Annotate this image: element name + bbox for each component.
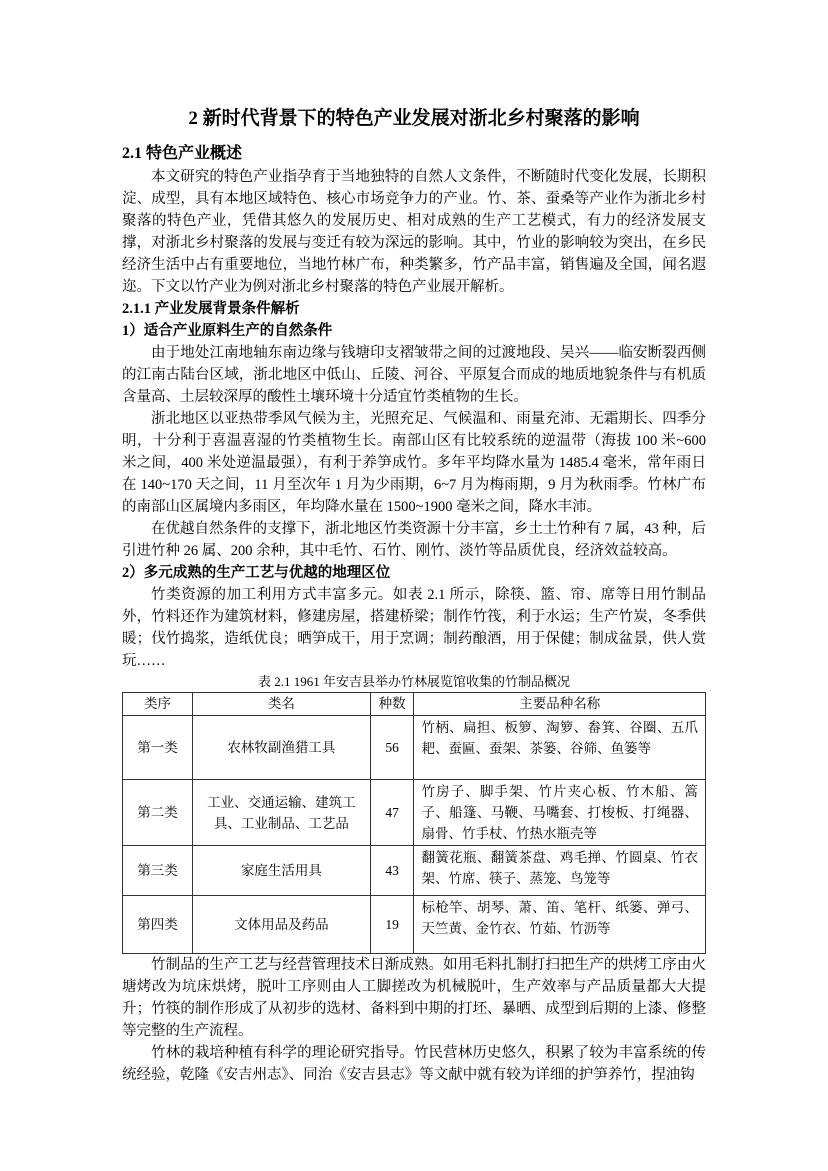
cell-category-name: 文体用品及药品: [192, 896, 370, 954]
cell-category-name: 家庭生活用具: [192, 846, 370, 896]
header-species-count: 种数: [370, 693, 414, 716]
table-header-row: [123, 693, 706, 716]
cell-category-name: 工业、交通运输、建筑工具、工业制品、工艺品: [192, 780, 370, 846]
table-row: [123, 780, 706, 846]
cell-main-varieties: 翻簧花瓶、翻簧茶盘、鸡毛掸、竹圆桌、竹衣架、竹席、筷子、蒸笼、鸟笼等: [414, 846, 706, 896]
header-category-order: 类序: [123, 693, 193, 716]
section-heading-2-1: 2.1 特色产业概述: [122, 145, 243, 162]
header-category-name: 类名: [192, 693, 370, 716]
paragraph-cultivation-tradition: 竹林的栽培种植有科学的理论研究指导。竹民营林历史悠久，积累了较为丰富系统的传统经验，乾隆《安吉州志》、同治《安吉县志》等文献中就有较为详细的护笋养竹，捏油钩: [122, 1045, 706, 1083]
paragraph-overview: 本文研究的特色产业指孕育于当地独特的自然人文条件，不断随时代变化发展，长期积淀、成型，具有本地区域特色、核心市场竞争力的产业。竹、茶、蚕桑等产业作为浙北乡村聚落的特色产业，凭借其悠久的发展历史、相对成熟的生产工艺模式，有力的经济发展支撑，对浙北乡村聚落的发展与变迁有较为深远的影响。其中，竹业的影响较为突出，在乡民经济生活中占有重要地位，当地竹林广布，种类繁多，竹产品丰富，销售遍及全国，闻名遐迩。下文以竹产业为例对浙北乡村聚落的特色产业展开解析。: [122, 169, 706, 295]
paragraph-craft-maturity: 竹制品的生产工艺与经营管理技术日渐成熟。如用毛料扎制打扫把生产的烘烤工序由火塘烤改为坑床烘烤，脱叶工序则由人工脚搓改为机械脱叶，生产效率与产品质量都大大提升；竹筷的制作形成了从初步的选材、备料到中期的打坯、暴晒、成型到后期的上漆、修整等完整的生产流程。: [122, 957, 706, 1039]
cell-category-order: 第四类: [123, 896, 193, 954]
cell-main-varieties: 标枪竿、胡琴、萧、笛、笔杆、纸篓、弹弓、天竺黄、金竹衣、竹茹、竹沥等: [414, 896, 706, 954]
cell-category-order: 第三类: [123, 846, 193, 896]
cell-category-name: 农林牧副渔猎工具: [192, 716, 370, 780]
cell-species-count: 56: [370, 716, 414, 780]
paragraph-climate: 浙北地区以亚热带季风气候为主，光照充足、气候温和、雨量充沛、无霜期长、四季分明，十分利于喜温喜湿的竹类植物生长。南部山区有比较系统的逆温带（海拔 100 米~600 米之间，400 米处逆温最强），有利于养笋成竹。多年平均降水量为 1485.4 毫米，常年雨日在 140~170 天之间，11 月至次年 1 月为少雨期，6~7 月为梅雨期，9 月为秋雨季。竹林广布的南部山区属境内多雨区，年均降水量在 1500~1900 毫米之间，降水丰沛。: [122, 411, 706, 515]
header-main-varieties: 主要品种名称: [414, 693, 706, 716]
paragraph-geology: 由于地处江南地轴东南边缘与钱塘印支褶皱带之间的过渡地段、吴兴——临安断裂西侧的江南古陆台区域，浙北地区中低山、丘陵、河谷、平原复合而成的地质地貌条件与有机质含量高、土层较深厚的酸性土壤环境十分适宜竹类植物的生长。: [122, 345, 706, 405]
table-row: [123, 716, 706, 780]
document-content: [122, 0, 706, 1086]
table-row: [123, 846, 706, 896]
paragraph-bamboo-resources: 在优越自然条件的支撑下，浙北地区竹类资源十分丰富，乡土土竹种有 7 属，43 种，后引进竹种 26 属、200 余种，其中毛竹、石竹、刚竹、淡竹等品质优良，经济效益较高。: [122, 521, 706, 559]
cell-species-count: 43: [370, 846, 414, 896]
cell-category-order: 第一类: [123, 716, 193, 780]
cell-main-varieties: 竹房子、脚手架、竹片夹心板、竹木船、篙子、船篷、马鞭、马嘴套、打梭板、打绳器、扇骨、竹手杖、竹热水瓶壳等: [414, 780, 706, 846]
table-row: [123, 896, 706, 954]
cell-species-count: 19: [370, 896, 414, 954]
section-heading-2-1-1: 2.1.1 产业发展背景条件解析: [122, 301, 300, 317]
cell-species-count: 47: [370, 780, 414, 846]
heading-craft-and-location: 2）多元成熟的生产工艺与优越的地理区位: [122, 565, 391, 581]
cell-category-order: 第二类: [123, 780, 193, 846]
paragraph-processing-uses: 竹类资源的加工利用方式丰富多元。如表 2.1 所示，除筷、篮、帘、席等日用竹制品外，竹料还作为建筑材料，修建房屋，搭建桥梁；制作竹筏，利于水运；生产竹炭，冬季供暖；伐竹捣浆，造纸优良；晒笋成干，用于烹调；制药酿酒，用于保健；制成盆景，供人赏玩……: [122, 587, 706, 669]
table-caption: 表 2.1 1961 年安吉县举办竹林展览馆收集的竹制品概况: [257, 674, 570, 689]
bamboo-products-table: [122, 692, 706, 954]
heading-natural-conditions: 1）适合产业原料生产的自然条件: [122, 323, 333, 339]
cell-main-varieties: 竹柄、扁担、板箩、淘箩、畚箕、谷圈、五爪耙、蚕匾、蚕架、茶篓、谷筛、鱼篓等: [414, 716, 706, 780]
chapter-title: 2 新时代背景下的特色产业发展对浙北乡村聚落的影响: [188, 108, 640, 129]
